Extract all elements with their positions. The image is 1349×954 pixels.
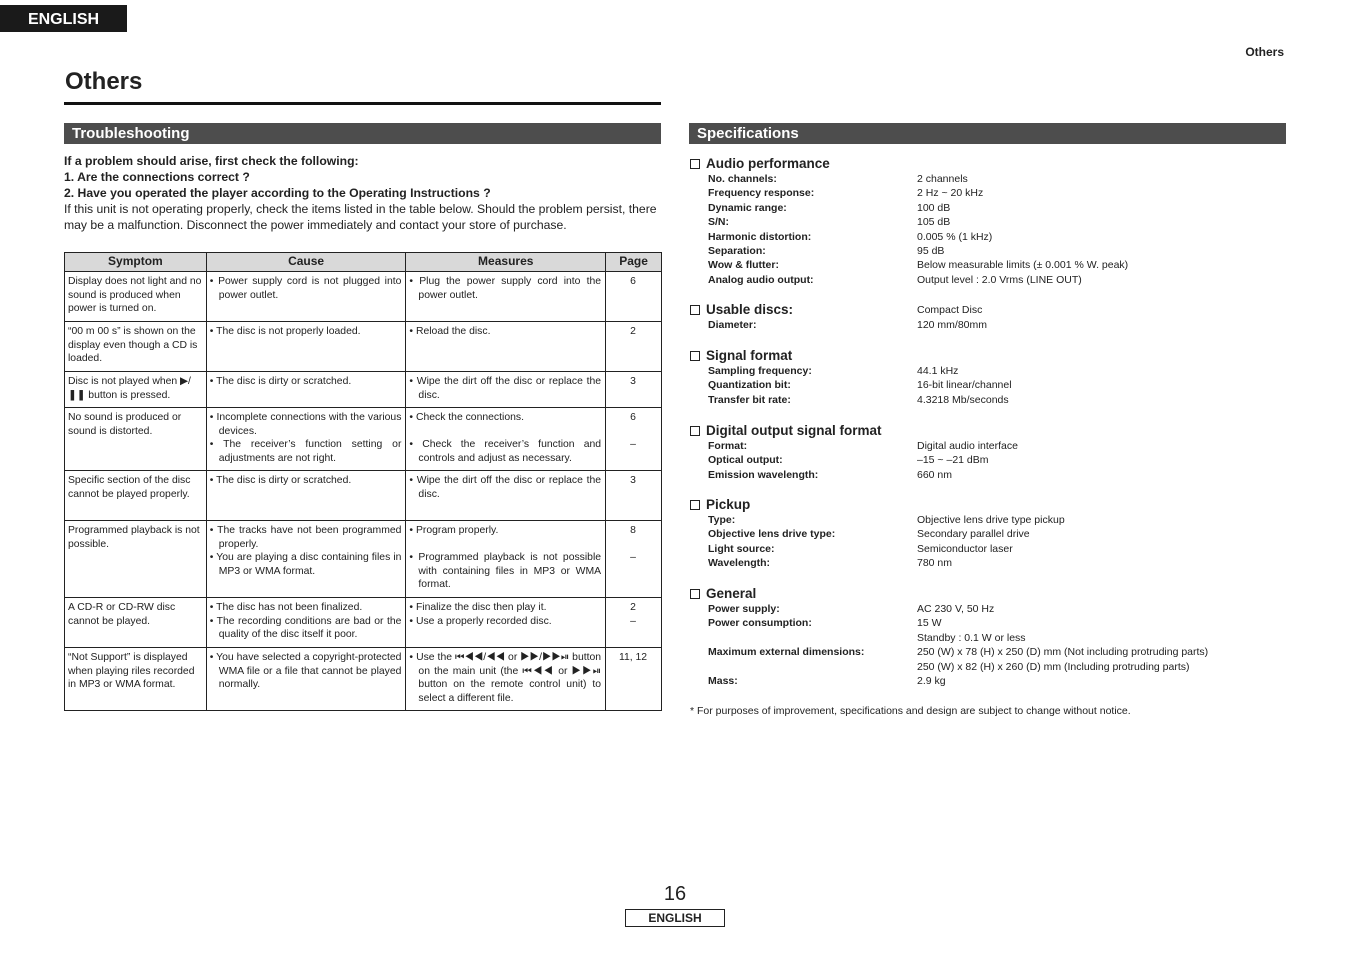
spec-value: 2 channels xyxy=(917,173,968,185)
spec-group-title xyxy=(690,496,1290,513)
spec-value: Objective lens drive type pickup xyxy=(917,514,1065,526)
symptom-cell: “00 m 00 s” is shown on the display even though a CD is loaded. xyxy=(65,322,207,372)
spec-label: Optical output: xyxy=(708,454,783,467)
measure-item: • Wipe the dirt off the disc or replace the disc. xyxy=(409,376,602,401)
spec-row xyxy=(690,556,1290,570)
spec-row xyxy=(690,439,1290,453)
spec-value: Digital audio interface xyxy=(917,440,1018,452)
spacer xyxy=(609,538,657,552)
measure-item: • Use a properly recorded disc. xyxy=(409,615,552,627)
spec-label: Type: xyxy=(708,514,736,526)
table-row xyxy=(65,648,662,711)
spec-value: 4.3218 Mb/seconds xyxy=(917,393,1009,406)
spec-row xyxy=(690,616,1290,630)
cause-item: • You have selected a copyright-protected WMA file or a file that cannot be played normally. xyxy=(209,652,402,691)
cause-cell xyxy=(206,408,406,471)
spec-group-discs xyxy=(690,301,1290,332)
spec-label: Power consumption: xyxy=(708,617,812,630)
page-ref: 2 xyxy=(630,602,636,613)
spec-group-title-text: Audio performance xyxy=(706,156,830,171)
spec-value: AC 230 V, 50 Hz xyxy=(917,603,995,615)
spec-row xyxy=(690,318,1290,332)
spec-row xyxy=(690,674,1290,688)
symptom-cell: Display does not light and no sound is produced when power is turned on. xyxy=(65,272,207,322)
column-header: Measures xyxy=(406,253,606,272)
spec-value: 2.9 kg xyxy=(917,674,946,687)
symptom-cell: “Not Support” is displayed when playing riles recorded in MP3 or WMA format. xyxy=(65,648,207,711)
troubleshooting-heading: Troubleshooting xyxy=(64,123,661,144)
spec-group-title-text: General xyxy=(706,586,757,601)
spec-row xyxy=(690,273,1290,287)
cause-item: • The tracks have not been programmed properly. xyxy=(209,525,402,550)
measure-item: • Reload the disc. xyxy=(409,326,491,337)
spec-value: –15 ~ –21 dBm xyxy=(917,454,989,467)
measure-item: • Use the ⏮◀◀/◀◀ or ▶▶/▶▶⏯ button on the main unit (the ⏮◀◀ or ▶▶⏯ button on the remote control unit) to select a different file. xyxy=(409,652,602,704)
spec-value: Standby : 0.1 W or less xyxy=(917,631,1026,644)
page-cell: 3 xyxy=(606,372,662,408)
spacer xyxy=(409,538,601,552)
spec-label: Harmonic distortion: xyxy=(708,230,812,243)
measure-item: • Program properly. xyxy=(409,525,499,536)
table-row xyxy=(65,272,662,322)
cause-cell xyxy=(206,372,406,408)
spacer xyxy=(409,425,601,439)
table-row xyxy=(65,322,662,372)
spec-group-audio xyxy=(690,155,1290,287)
symptom-cell: Programmed playback is not possible. xyxy=(65,521,207,598)
spec-group-pickup xyxy=(690,496,1290,571)
spec-label: Sampling frequency: xyxy=(708,365,812,377)
measure-cell xyxy=(406,598,606,648)
page-cell: 11, 12 xyxy=(606,648,662,711)
symptom-cell: Disc is not played when ▶/❚❚ button is pressed. xyxy=(65,372,207,408)
measure-item: • Programmed playback is not possible with containing files in MP3 or WMA format. xyxy=(409,552,602,591)
table-row xyxy=(65,598,662,648)
measure-item: • Finalize the disc then play it. xyxy=(409,602,547,613)
page-ref: – xyxy=(630,615,636,627)
page-title: Others xyxy=(65,68,143,95)
measure-cell xyxy=(406,521,606,598)
page-cell: 2 xyxy=(606,322,662,372)
checkbox-icon xyxy=(690,500,700,510)
cause-cell xyxy=(206,598,406,648)
spec-value: 15 W xyxy=(917,617,942,630)
spec-value: Output level : 2.0 Vrms (LINE OUT) xyxy=(917,273,1082,286)
spec-value: Compact Disc xyxy=(917,304,983,316)
symptom-cell: No sound is produced or sound is distorted. xyxy=(65,408,207,471)
spec-group-title-text: Pickup xyxy=(706,497,751,512)
symptom-cell: A CD-R or CD-RW disc cannot be played. xyxy=(65,598,207,648)
column-header: Cause xyxy=(206,253,406,272)
spec-value: 100 dB xyxy=(917,201,951,214)
spec-value: 120 mm/80mm xyxy=(917,319,988,331)
title-rule xyxy=(64,102,661,105)
table-row xyxy=(65,521,662,598)
spec-value: 250 (W) x 78 (H) x 250 (D) mm (Not including protruding parts) xyxy=(917,646,1209,659)
spec-value: 95 dB xyxy=(917,244,945,257)
spec-row xyxy=(690,542,1290,556)
spec-label: Emission wavelength: xyxy=(708,468,819,481)
page-cell: 6 xyxy=(606,272,662,322)
spec-group-general xyxy=(690,585,1290,688)
column-header: Symptom xyxy=(65,253,207,272)
spec-group-digital-output xyxy=(690,422,1290,482)
spec-row xyxy=(690,258,1290,272)
footer-language-label: ENGLISH xyxy=(625,909,725,927)
spec-row xyxy=(690,527,1290,541)
spec-row xyxy=(690,393,1290,407)
cause-item: • Incomplete connections with the various devices. xyxy=(209,412,402,437)
checkbox-icon xyxy=(690,305,700,315)
spec-value: 2 Hz ~ 20 kHz xyxy=(917,187,984,200)
spec-label: Separation: xyxy=(708,244,766,257)
spec-group-title xyxy=(690,155,1290,172)
intro-line: 2. Have you operated the player according to the Operating Instructions ? xyxy=(64,186,491,200)
cause-cell xyxy=(206,471,406,521)
measure-item: • Wipe the dirt off the disc or replace the disc. xyxy=(409,475,602,500)
spec-row xyxy=(690,645,1290,659)
spec-row xyxy=(690,513,1290,527)
spec-group-title xyxy=(690,585,1290,602)
spec-label: Maximum external dimensions: xyxy=(708,646,865,659)
spec-group-title-text: Usable discs: xyxy=(706,302,794,317)
checkbox-icon xyxy=(690,589,700,599)
spec-label: Mass: xyxy=(708,674,738,687)
cause-cell xyxy=(206,272,406,322)
spec-value: 105 dB xyxy=(917,216,951,229)
cause-cell xyxy=(206,521,406,598)
spec-value: Below measurable limits (± 0.001 % W. peak) xyxy=(917,259,1129,272)
symptom-cell: Specific section of the disc cannot be played properly. xyxy=(65,471,207,521)
spec-label: Frequency response: xyxy=(708,187,815,200)
spec-label: Transfer bit rate: xyxy=(708,393,791,406)
cause-item: • The disc has not been finalized. xyxy=(209,602,363,613)
spec-label: Wavelength: xyxy=(708,557,771,570)
spec-row xyxy=(690,244,1290,258)
specifications-heading: Specifications xyxy=(689,123,1286,144)
intro-line: If a problem should arise, first check the following: xyxy=(64,154,359,168)
spec-footnote: * For purposes of improvement, specifications and design are subject to change without notice. xyxy=(690,705,1131,717)
intro-line: 1. Are the connections correct ? xyxy=(64,170,250,184)
spec-value: 44.1 kHz xyxy=(917,365,959,377)
spec-group-title xyxy=(690,301,1290,318)
cause-cell xyxy=(206,322,406,372)
measure-cell xyxy=(406,408,606,471)
page-ref: – xyxy=(630,439,636,451)
spec-label: Quantization bit: xyxy=(708,379,791,392)
spec-group-title-text: Digital output signal format xyxy=(706,423,882,438)
measure-item: • Check the connections. xyxy=(409,412,524,423)
page-cell xyxy=(606,598,662,648)
table-row xyxy=(65,408,662,471)
cause-item: • Power supply cord is not plugged into power outlet. xyxy=(209,276,402,301)
checkbox-icon xyxy=(690,426,700,436)
checkbox-icon xyxy=(690,159,700,169)
measure-cell xyxy=(406,471,606,521)
measure-cell xyxy=(406,648,606,711)
spec-label: Diameter: xyxy=(708,319,757,331)
spec-label: No. channels: xyxy=(708,173,777,185)
troubleshooting-intro xyxy=(64,153,664,233)
cause-item: • You are playing a disc containing files in MP3 or WMA format. xyxy=(209,552,402,577)
cause-item: • The receiver’s function setting or adjustments are not right. xyxy=(209,439,402,464)
checkbox-icon xyxy=(690,351,700,361)
spec-value: 250 (W) x 82 (H) x 260 (D) mm (Including protruding parts) xyxy=(917,660,1190,673)
measure-item: • Check the receiver’s function and controls and adjust as necessary. xyxy=(409,439,602,464)
page-ref: 8 xyxy=(630,525,636,536)
spec-value: 0.005 % (1 kHz) xyxy=(917,230,993,243)
spec-group-title-text: Signal format xyxy=(706,348,793,363)
spec-row xyxy=(690,378,1290,392)
spec-row xyxy=(690,602,1290,616)
spec-row xyxy=(690,660,1290,674)
spec-row xyxy=(690,230,1290,244)
measure-cell xyxy=(406,272,606,322)
spec-label: Light source: xyxy=(708,542,775,555)
spec-group-title xyxy=(690,347,1290,364)
cause-item: • The disc is dirty or scratched. xyxy=(209,376,352,387)
spec-value: 780 nm xyxy=(917,557,953,570)
measure-cell xyxy=(406,322,606,372)
intro-paragraph: If this unit is not operating properly, check the items listed in the table below. Should the problem persist, there may be a malfunction. Disconnect the power immediately and contact your store of purchase. xyxy=(64,202,657,232)
page-cell: 3 xyxy=(606,471,662,521)
spec-label: Objective lens drive type: xyxy=(708,528,836,541)
spec-row xyxy=(690,186,1290,200)
spec-group-title xyxy=(690,422,1290,439)
spec-row xyxy=(690,631,1290,645)
cause-item: • The recording conditions are bad or the quality of the disc itself it poor. xyxy=(209,615,402,641)
spec-row xyxy=(690,215,1290,229)
table-row xyxy=(65,471,662,521)
table-header-row xyxy=(65,253,662,272)
spec-value: Semiconductor laser xyxy=(917,542,1013,555)
spec-label: Format: xyxy=(708,440,748,452)
cause-cell xyxy=(206,648,406,711)
spec-row xyxy=(690,453,1290,467)
spec-value: 16-bit linear/channel xyxy=(917,379,1012,392)
spec-label: Wow & flutter: xyxy=(708,259,779,272)
spec-label: S/N: xyxy=(708,216,729,229)
running-head: Others xyxy=(1245,45,1284,59)
troubleshooting-table xyxy=(64,252,662,711)
spec-label: Analog audio output: xyxy=(708,273,814,286)
table-row xyxy=(65,372,662,408)
cause-item: • The disc is not properly loaded. xyxy=(209,326,361,337)
spec-value: 660 nm xyxy=(917,468,953,481)
spec-row xyxy=(690,201,1290,215)
page-ref: 6 xyxy=(630,412,636,423)
cause-item: • The disc is dirty or scratched. xyxy=(209,475,352,486)
spec-label: Power supply: xyxy=(708,603,780,615)
spec-label: Dynamic range: xyxy=(708,201,787,214)
page-cell xyxy=(606,408,662,471)
measure-item: • Plug the power supply cord into the power outlet. xyxy=(409,276,602,301)
page-cell xyxy=(606,521,662,598)
language-tab: ENGLISH xyxy=(0,5,127,32)
page-number: 16 xyxy=(663,883,687,905)
spec-row xyxy=(690,172,1290,186)
spec-group-signal xyxy=(690,347,1290,407)
measure-cell xyxy=(406,372,606,408)
spacer xyxy=(609,425,657,439)
spec-row xyxy=(690,364,1290,378)
column-header: Page xyxy=(606,253,662,272)
page-ref: – xyxy=(630,552,636,564)
spec-row xyxy=(690,468,1290,482)
spec-value: Secondary parallel drive xyxy=(917,528,1030,541)
